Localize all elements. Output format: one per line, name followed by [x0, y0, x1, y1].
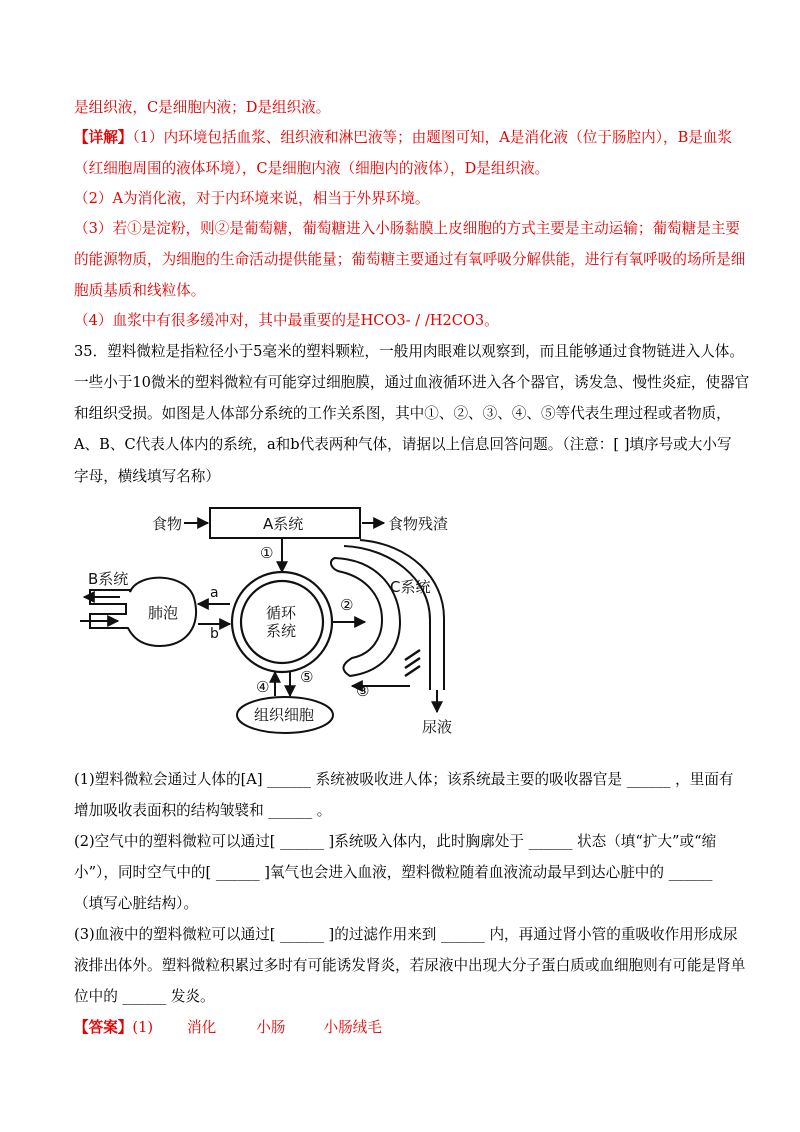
subquestion-line-4: 小”），同时空气中的[ ______ ]氧气也会进入血液，塑料微粒随着血液流动最早到达心脏中的 ______: [74, 864, 713, 881]
subquestion-line-2: 增加吸收表面积的结构皱襞和 ______ 。: [74, 802, 332, 819]
explanation-line-4: （2）A为消化液，对于内环境来说，相当于外界环境。: [74, 190, 430, 207]
answer-1: 消化: [187, 1019, 217, 1036]
answer-2: 小肠: [256, 1019, 286, 1036]
body-systems-diagram: [60, 500, 480, 750]
subquestion-line-5: （填写心脏结构）。: [74, 895, 199, 912]
question-line-1: 35．塑料微粒是指粒径小于5毫米的塑料颗粒，一般用肉眼难以观察到，而且能够通过食物链进入人体。: [74, 343, 744, 360]
detail-tag: 【详解】: [74, 129, 133, 146]
answer-number: (1): [132, 1019, 154, 1036]
subquestion-line-8: 位中的 ______ 发炎。: [74, 988, 215, 1005]
lung-label: 肺泡: [148, 604, 179, 622]
circulation-label-2: 系统: [266, 622, 297, 640]
label-4: ④: [256, 678, 270, 696]
explanation-line-1: 是组织液，C是细胞内液；D是组织液。: [74, 99, 331, 116]
food-label: 食物: [152, 515, 183, 533]
circulation-label-1: 循环: [266, 604, 297, 622]
tissue-label: 组织细胞: [254, 706, 315, 724]
subquestion-line-1: (1)塑料微粒会通过人体的[A] ______ 系统被吸收进人体；该系统最主要的吸收器官是 ______ ，里面有: [74, 771, 734, 788]
question-line-4: A、B、C代表人体内的系统，a和b代表两种气体，请据以上信息回答问题。（注意：[ ]填序号或大小写: [74, 436, 732, 453]
label-1: ①: [260, 544, 274, 562]
tubule-marks: [405, 650, 420, 676]
subquestion-line-7: 液排出体外。塑料微粒积累过多时有可能诱发肾炎，若尿液中出现大分子蛋白质或血细胞则有可能是肾单: [74, 957, 746, 974]
residue-label: 食物残渣: [388, 515, 449, 533]
explanation-line-3: （红细胞周围的液体环境），C是细胞内液（细胞内的液体），D是组织液。: [74, 160, 550, 177]
urine-label: 尿液: [422, 718, 453, 736]
detail-text: （1）内环境包括血浆、组织液和淋巴液等；由题图可知，A是消化液（位于肠腔内），B是血浆: [132, 129, 733, 146]
ureter-outer-2: [360, 540, 444, 690]
label-3: ③: [356, 682, 370, 700]
kidney-outline: [331, 558, 400, 676]
gas-b-label: b: [210, 626, 219, 642]
explanation-line-6: 的能源物质，为细胞的生命活动提供能量；葡萄糖主要通过有氧呼吸分解供能，进行有氧呼吸的场所是细: [74, 251, 746, 268]
answer-line: [74, 1018, 382, 1038]
explanation-line-5: （3）若①是淀粉，则②是葡萄糖，葡萄糖进入小肠黏膜上皮细胞的方式主要是主动运输；葡萄糖是主要: [74, 220, 741, 237]
system-c-label: C系统: [390, 578, 431, 596]
question-line-5: 字母，横线填写名称）: [74, 468, 220, 485]
subquestion-line-3: (2)空气中的塑料微粒可以通过[ ______ ]系统吸入体内，此时胸廓处于 ______ 状态（填“扩大”或“缩: [74, 833, 717, 850]
explanation-line-2: [74, 128, 732, 148]
system-b-label: B系统: [88, 570, 129, 588]
answer-3: 小肠绒毛: [323, 1019, 382, 1036]
explanation-line-8: （4）血浆中有很多缓冲对，其中最重要的是HCO3- / /H2CO3。: [74, 312, 499, 329]
question-line-3: 和组织受损。如图是人体部分系统的工作关系图，其中①、②、③、④、⑤等代表生理过程或者物质，: [74, 405, 731, 422]
label-5: ⑤: [300, 668, 314, 686]
subquestion-line-6: (3)血液中的塑料微粒可以通过[ ______ ]的过滤作用来到 ______ 内，再通过肾小管的重吸收作用形成尿: [74, 926, 738, 943]
answer-tag: 【答案】: [74, 1019, 133, 1036]
question-line-2: 一些小于10微米的塑料微粒有可能穿过细胞膜，通过血液循环进入各个器官，诱发急、慢性炎症，使器官: [74, 374, 750, 391]
gas-a-label: a: [210, 585, 219, 601]
system-a-label: A系统: [263, 515, 304, 533]
label-2: ②: [340, 596, 354, 614]
explanation-line-7: 胞质基质和线粒体。: [74, 282, 206, 299]
